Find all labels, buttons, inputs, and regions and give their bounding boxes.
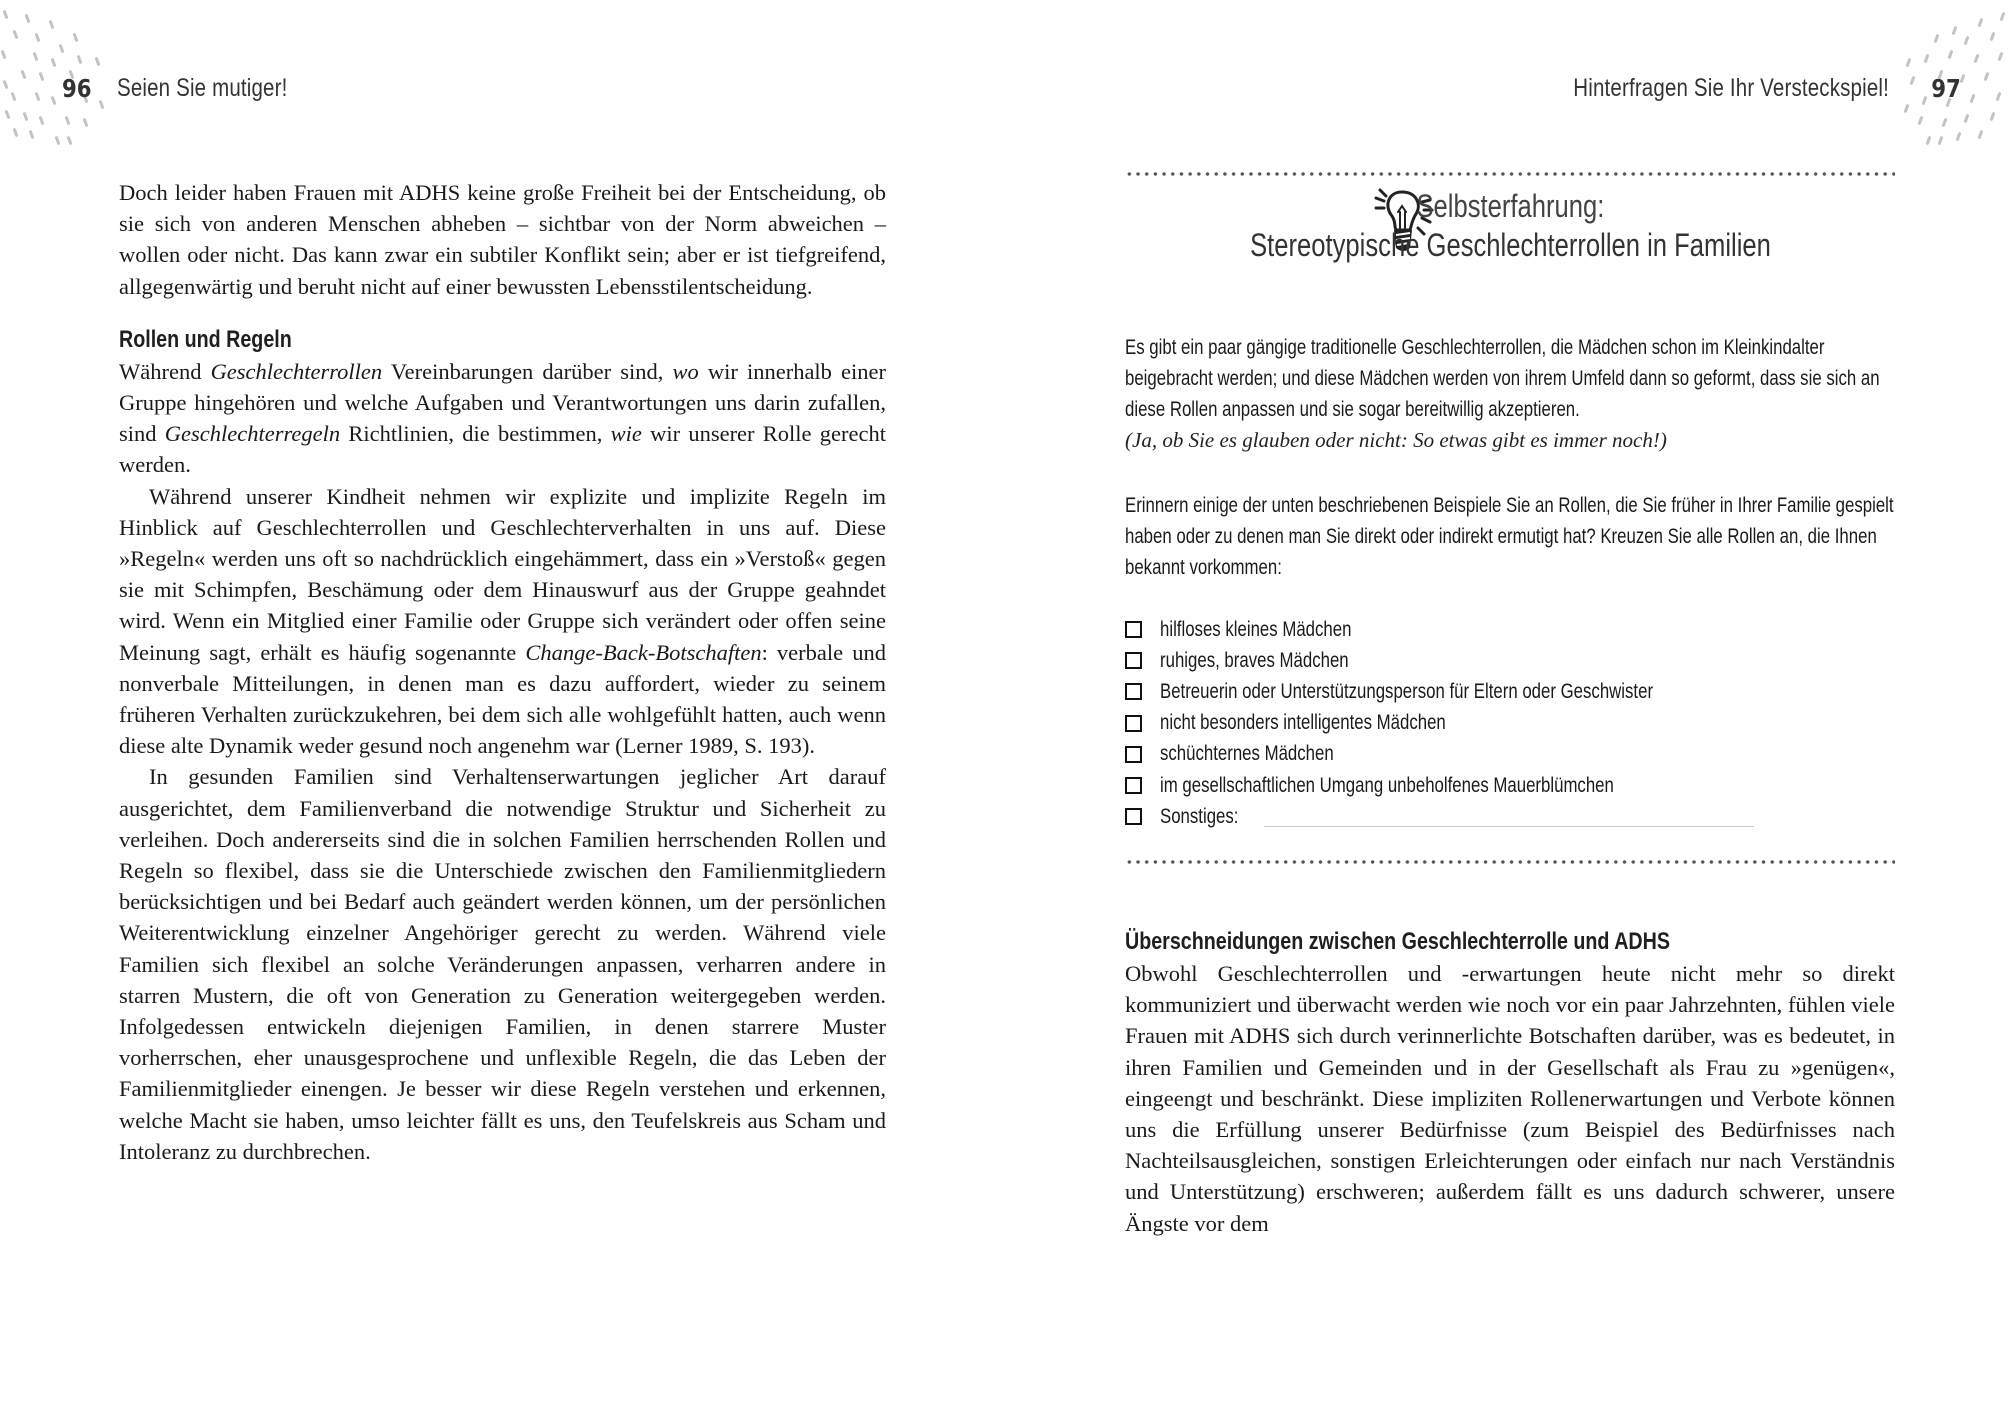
checkbox[interactable] — [1125, 621, 1142, 638]
checkbox[interactable] — [1125, 683, 1142, 700]
body-paragraph-3: In gesunden Familien sind Verhaltenserwartungen jeglicher Art darauf ausgerichtet, dem Familienverband die notwendige Struktur und Sicherheit zu verleihen. Doch andererseits sind die in solchen Familien herrschenden Rollen und Regeln so flexibel, dass sie die Unterschiede zwischen den Familienmitgliedern berücksichtigen und bei Bedarf auch geändert werden können, um der persönlichen Weiterentwicklung einzelner Angehöriger gerecht zu werden. Während viele Familien sich flexibel an solche Veränderungen anpassen, verharren andere in starren Mustern, die oft von Generation zu Generation weitergegeben werden. Infolgedessen entwickeln diejenigen Familien, in denen starrere Muster vorherrschen, eher unausgesprochene und unflexible Regeln, die das Leben der Familienmitglieder einengen. Je besser wir diese Regeln verstehen und erkennen, welche Macht sie haben, umso leichter fällt es uns, den Teufelskreis aus Scham und Intoleranz zu durchbrechen. — [119, 764, 886, 1164]
checklist-item[interactable]: schüchternes Mädchen — [1125, 739, 1895, 770]
intro-paragraph: Doch leider haben Frauen mit ADHS keine große Freiheit bei der Entscheidung, ob sie sich von anderen Menschen abheben – sichtbar von der Norm abweichen – wollen oder nicht. Das kann zwar ein subtiler Konflikt sein; aber er ist tiefgreifend, allgegenwärtig und beruht nicht auf einer bewussten Lebensstilentscheidung. — [119, 180, 886, 299]
decorative-dots-left — [0, 0, 110, 150]
checklist-item[interactable]: hilfloses kleines Mädchen — [1125, 614, 1895, 645]
checklist-item[interactable]: nicht besonders intelligentes Mädchen — [1125, 708, 1895, 739]
checkbox[interactable] — [1125, 808, 1142, 825]
running-head: Hinterfragen Sie Ihr Versteckspiel! — [1573, 74, 1889, 102]
emphasis-term: wo — [672, 358, 699, 384]
emphasis-term: wie — [610, 421, 642, 447]
section-overlap — [1125, 926, 1895, 1239]
checklist-item[interactable]: ruhiges, braves Mädchen — [1125, 645, 1895, 676]
body-paragraph-1: Während Geschlechterrollen Vereinbarungen darüber sind, wo wir innerhalb einer Gruppe hingehören und welche Aufgaben und Verantwortungen uns darin zufallen, sind Geschlechterregeln Richtlinien, die bestimmen, wie wir unserer Rolle gerecht werden. — [119, 358, 887, 478]
emphasis-term: Geschlechterrollen — [210, 358, 383, 384]
exercise-aside: (Ja, ob Sie es glauben oder nicht: So etwas gibt es immer noch!) — [1125, 428, 1667, 452]
body-paragraph-2: Während unserer Kindheit nehmen wir explizite und implizite Regeln im Hinblick auf Geschlechterrollen und Geschlechterverhalten in uns auf. Diese »Regeln« werden uns oft so nachdrücklich eingehämmert, dass ein »Verstoß« gegen sie mit Schimpfen, Beschämung oder dem Hinauswurf aus der Gruppe geahndet wird. Wenn ein Mitglied einer Familie oder Gruppe sich verändert oder offen seine Meinung sagt, erhält es häufig sogenannte Change-Back-Botschaften: verbale und nonverbale Mitteilungen, in denen man es dazu auffordert, wieder zu seinem früheren Verhalten zurückzukehren, bei dem sich alle wohlgefühlt hatten, auch wenn diese alte Dynamik weder gesund noch angenehm war (Lerner 1989, S. 193). — [119, 483, 886, 759]
role-checklist — [1125, 614, 1895, 832]
page-number: 97 — [1931, 74, 1961, 103]
body-paragraph: Obwohl Geschlechterrollen und -erwartungen heute nicht mehr so direkt kommuniziert und überwacht werden wie noch vor ein paar Jahrzehnten, fühlen viele Frauen mit ADHS sich durch verinnerlichte Botschaften darüber, was es bedeutet, in ihren Familien und Gemeinden und in der Gesellschaft als Frau zu »genügen«, eingeengt und beschränkt. Diese impliziten Rollenerwartungen und Verbote können uns die Erfüllung unserer Bedürfnisse (zum Beispiel des Bedürfnisses nach Nachteilsausgleichen, sonstigen Erleichterungen oder einfach nur nach Verständnis und Unterstützung) erschweren; außerdem fällt es uns dadurch schwerer, unsere Ängste vor dem — [1125, 961, 1895, 1236]
exercise-question — [1125, 490, 1895, 583]
checkbox[interactable] — [1125, 715, 1142, 732]
exercise-title: Stereotypische Geschlechterrollen in Familien — [1249, 227, 1771, 263]
emphasis-term: Geschlechterregeln — [164, 421, 341, 447]
exercise-label: Selbsterfahrung: — [1416, 188, 1604, 224]
checkbox[interactable] — [1125, 777, 1142, 794]
page-number: 96 — [62, 74, 92, 103]
dotted-rule-top — [1125, 172, 1895, 176]
exercise-intro — [1125, 332, 1895, 456]
checklist-item-other[interactable]: Sonstiges: — [1125, 801, 1895, 832]
write-in-line[interactable] — [1264, 806, 1754, 827]
checkbox[interactable] — [1125, 746, 1142, 763]
left-body-column — [119, 177, 886, 1167]
checklist-item[interactable]: im gesellschaftlichen Umgang unbeholfenes Mauerblümchen — [1125, 770, 1895, 801]
exercise-question-text: Erinnern einige der unten beschriebenen Beispiele Sie an Rollen, die Sie früher in Ihrer Familie gespielt haben oder zu denen man Sie direkt oder indirekt ermutigt hat? Kreuzen Sie alle Rollen an, die Ihnen bekannt vorkommen: — [1125, 494, 1894, 579]
section-heading: Überschneidungen zwischen Geschlechterrolle und ADHS — [1125, 928, 1670, 955]
exercise-header — [1125, 188, 1895, 264]
checkbox[interactable] — [1125, 652, 1142, 669]
dotted-rule-bottom — [1125, 860, 1895, 864]
right-page — [1004, 0, 2008, 1417]
emphasis-term: Change-Back-Botschaften — [525, 639, 762, 665]
section-heading: Rollen und Regeln — [119, 325, 292, 353]
exercise-intro-text: Es gibt ein paar gängige traditionelle Geschlechterrollen, die Mädchen schon im Kleinkindalter beigebracht werden; und diese Mädchen werden von ihrem Umfeld dann so geformt, dass sie sich an diese Rollen anpassen und sie sogar bereitwillig akzeptieren. — [1125, 336, 1880, 421]
checklist-item[interactable]: Betreuerin oder Unterstützungsperson für Eltern oder Geschwister — [1125, 676, 1895, 707]
running-head: Seien Sie mutiger! — [117, 74, 288, 102]
